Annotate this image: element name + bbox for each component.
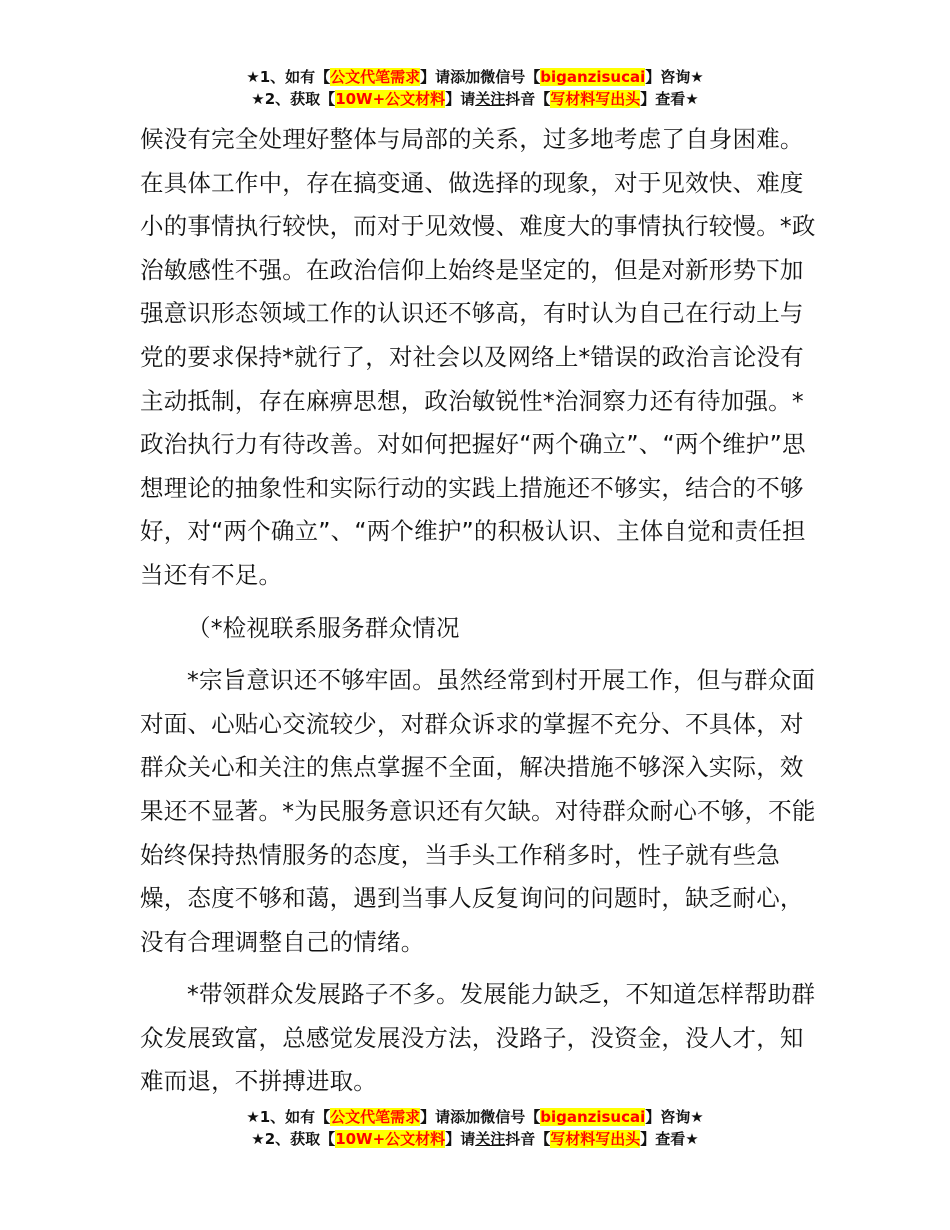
footer-line-1 <box>0 1106 950 1128</box>
banner-line-1-suffix: 】咨询★ <box>645 68 704 86</box>
footer-line-2-prefix: ★2、获取【 <box>251 1130 336 1148</box>
footer-line-1-prefix: ★1、如有【 <box>246 1108 331 1126</box>
banner-line-1-prefix: ★1、如有【 <box>246 68 331 86</box>
paragraph-service-awareness: *宗旨意识还不够牢固。虽然经常到村开展工作，但与群众面对面、心贴心交流较少，对群众诉求的掌握不充分、不具体，对群众关心和关注的焦点掌握不全面，解决措施不够深入实际，效果还不显著。*为民服务意识还有欠缺。对待群众耐心不够，不能始终保持热情服务的态度，当手头工作稍多时，性子就有些急燥，态度不够和蔼，遇到当事人反复询问的问题时，缺乏耐心，没有合理调整自己的情绪。 <box>140 666 816 956</box>
banner-highlight-douyin: 写材料写出头 <box>550 90 641 108</box>
paragraph-development-paths: *带领群众发展路子不多。发展能力缺乏，不知道怎样帮助群众发展致富，总感觉发展没方法，没路子，没资金，没人才，知难而退，不拼搏进取。 <box>140 980 816 1096</box>
banner-line-1-mid2: 微信号【 <box>480 68 541 86</box>
footer-highlight-service: 公文代笔需求 <box>330 1108 421 1126</box>
footer-line-1-mid2: 微信号【 <box>480 1108 541 1126</box>
footer-highlight-materials: 10W+公文材料 <box>335 1130 446 1148</box>
footer-banner <box>0 1106 950 1150</box>
banner-highlight-wechat: biganzisucai <box>540 68 646 86</box>
footer-line-1-mid: 】请添 <box>420 1108 466 1126</box>
paragraph-political-issues: 候没有完全处理好整体与局部的关系，过多地考虑了自身困难。在具体工作中，存在搞变通、做选择的现象，对于见效快、难度小的事情执行较快，而对于见效慢、难度大的事情执行较慢。*政治敏感性不强。在政治信仰上始终是坚定的，但是对新形势下加强意识形态领域工作的认识还不够高，有时认为自己在行动上与党的要求保持*就行了，对社会以及网络上*错误的政治言论没有主动抵制，存在麻痹思想，政治敏锐性*治洞察力还有待加强。*政治执行力有待改善。对如何把握好“两个确立”、“两个维护”思想理论的抽象性和实际行动的实践上措施还不够实，结合的不够好，对“两个确立”、“两个维护”的积极认识、主体自觉和责任担当还有不足。 <box>140 125 816 589</box>
footer-line-2 <box>0 1128 950 1150</box>
footer-line-1-suffix: 】咨询★ <box>645 1108 704 1126</box>
banner-line-2-prefix: ★2、获取【 <box>251 90 336 108</box>
footer-highlight-wechat: biganzisucai <box>540 1108 646 1126</box>
banner-line-1-mid: 】请添 <box>420 68 466 86</box>
footer-line-2-mid2: 抖音【 <box>505 1130 551 1148</box>
banner-line-1 <box>0 66 950 88</box>
header-banner <box>0 66 950 110</box>
banner-highlight-service: 公文代笔需求 <box>330 68 421 86</box>
banner-line-2-mid: 】请 <box>445 90 476 108</box>
banner-line-1-bold: 加 <box>465 68 481 86</box>
banner-line-2 <box>0 88 950 110</box>
document-body <box>140 118 820 1104</box>
footer-line-2-mid: 】请 <box>445 1130 476 1148</box>
banner-line-2-underlined: 关注 <box>475 90 506 108</box>
section-heading-serving-masses: （*检视联系服务群众情况 <box>187 613 460 642</box>
footer-line-2-underlined: 关注 <box>475 1130 506 1148</box>
banner-highlight-materials: 10W+公文材料 <box>335 90 446 108</box>
footer-highlight-douyin: 写材料写出头 <box>550 1130 641 1148</box>
footer-line-1-bold: 加 <box>465 1108 481 1126</box>
banner-line-2-suffix: 】查看★ <box>640 90 699 108</box>
footer-line-2-suffix: 】查看★ <box>640 1130 699 1148</box>
banner-line-2-mid2: 抖音【 <box>505 90 551 108</box>
